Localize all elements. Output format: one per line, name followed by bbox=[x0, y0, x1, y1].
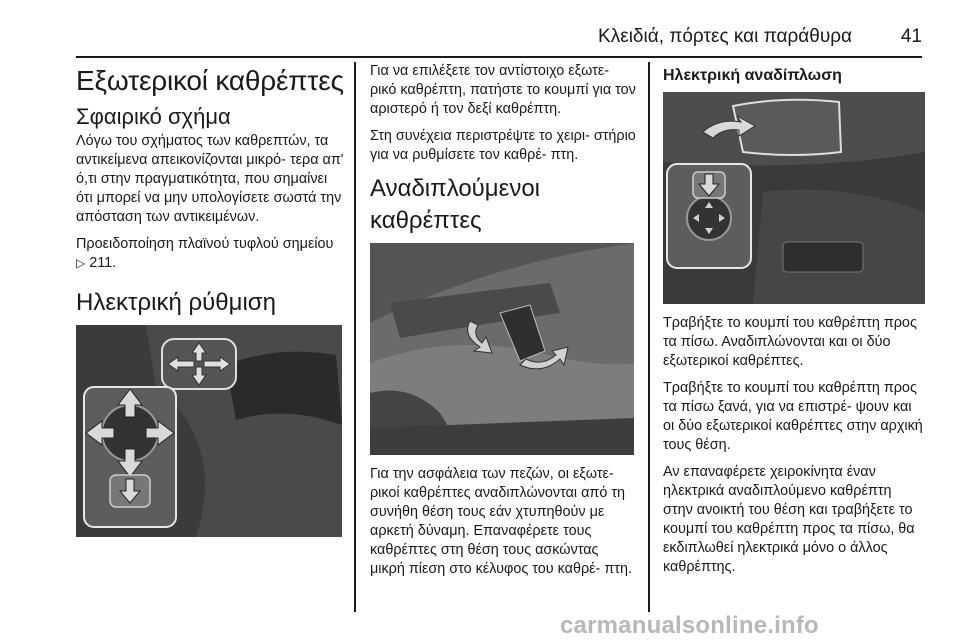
column-1 bbox=[76, 62, 344, 547]
page-number: 41 bbox=[900, 26, 922, 47]
page-header bbox=[0, 0, 960, 58]
header-rule bbox=[76, 56, 922, 58]
blind-spot-paragraph bbox=[76, 235, 344, 273]
pull-back-paragraph: Τραβήξτε το κουμπί του καθρέπτη προς τα πίσω. Αναδιπλώνονται και οι δύο εξωτερικοί καθρέπτες. bbox=[663, 315, 917, 369]
select-mirror-paragraph: Για να επιλέξετε τον αντίστοιχο εξωτε‐ ρικό καθρέπτη, πατήστε το κουμπί για τον αριστερό ή τον δεξί καθρέπτη. bbox=[370, 63, 636, 117]
column-divider-1 bbox=[354, 62, 356, 612]
subsection-title-electric-adjust: Ηλεκτρική ρύθμιση bbox=[76, 289, 276, 316]
arrow-right-icon: ▷ bbox=[76, 256, 86, 270]
subsection-title-electric-fold: Ηλεκτρική αναδίπλωση bbox=[663, 67, 842, 84]
watermark: carmanualsonline.info bbox=[560, 612, 819, 639]
column-3 bbox=[663, 62, 925, 585]
rotate-control-paragraph: Στη συνέχεια περιστρέψτε το χειρι‐ στήριο για να ρυθμίσετε τον καθρέ‐ πτη. bbox=[370, 128, 636, 163]
pedestrian-safety-paragraph: Για την ασφάλεια των πεζών, οι εξωτε‐ ρικοί καθρέπτες αναδιπλώνονται από τη συνήθη θέση τους εάν χτυπηθούν με αρκετή δύναμη. Επαναφέρετε τους καθρέπτες στη θέση τους ασκώντας μικρή πίεση στο κέλυφος του καθρέ‐ πτη. bbox=[370, 466, 632, 577]
pull-again-paragraph: Τραβήξτε το κουμπί του καθρέπτη προς τα πίσω ξανά, για να επιστρέ‐ ψουν και οι δύο εξωτερικοί καθρέπτες στην αρχική τους θέση. bbox=[663, 380, 923, 453]
folding-mirror-figure bbox=[370, 243, 636, 455]
subsection-title-spherical: Σφαιρικό σχήμα bbox=[76, 104, 231, 129]
column-2 bbox=[370, 62, 636, 587]
spherical-paragraph: Λόγω του σχήματος των καθρεπτών, τα αντικείμενα απεικονίζονται μικρό‐ τερα απ' ό,τι στην πραγματικότητα, που σημαίνει ότι μπορεί να μην υπολογίσετε σωστά την απόσταση των αντικειμένων. bbox=[76, 133, 344, 225]
manual-reset-paragraph: Αν επαναφέρετε χειροκίνητα έναν ηλεκτρικά αναδιπλούμενο καθρέπτη στην ανοικτή του θέση και τραβήξετε το κουμπί του καθρέπτη προς τα πίσω, θα εκδιπλωθεί ηλεκτρικά μόνο ο άλλος καθρέπτης. bbox=[663, 464, 915, 575]
electric-fold-figure bbox=[663, 92, 925, 304]
running-title: Κλειδιά, πόρτες και παράθυρα bbox=[598, 26, 852, 47]
column-divider-2 bbox=[648, 62, 650, 612]
blind-spot-text: Προειδοποίηση πλαϊνού τυφλού σημείου bbox=[76, 236, 334, 252]
section-title: Εξωτερικοί καθρέπτες bbox=[76, 65, 344, 96]
page-reference-link[interactable]: 211. bbox=[89, 255, 117, 271]
subsection-title-folding: Αναδιπλούμενοι καθρέπτες bbox=[370, 175, 541, 234]
mirror-adjust-figure bbox=[76, 325, 344, 537]
